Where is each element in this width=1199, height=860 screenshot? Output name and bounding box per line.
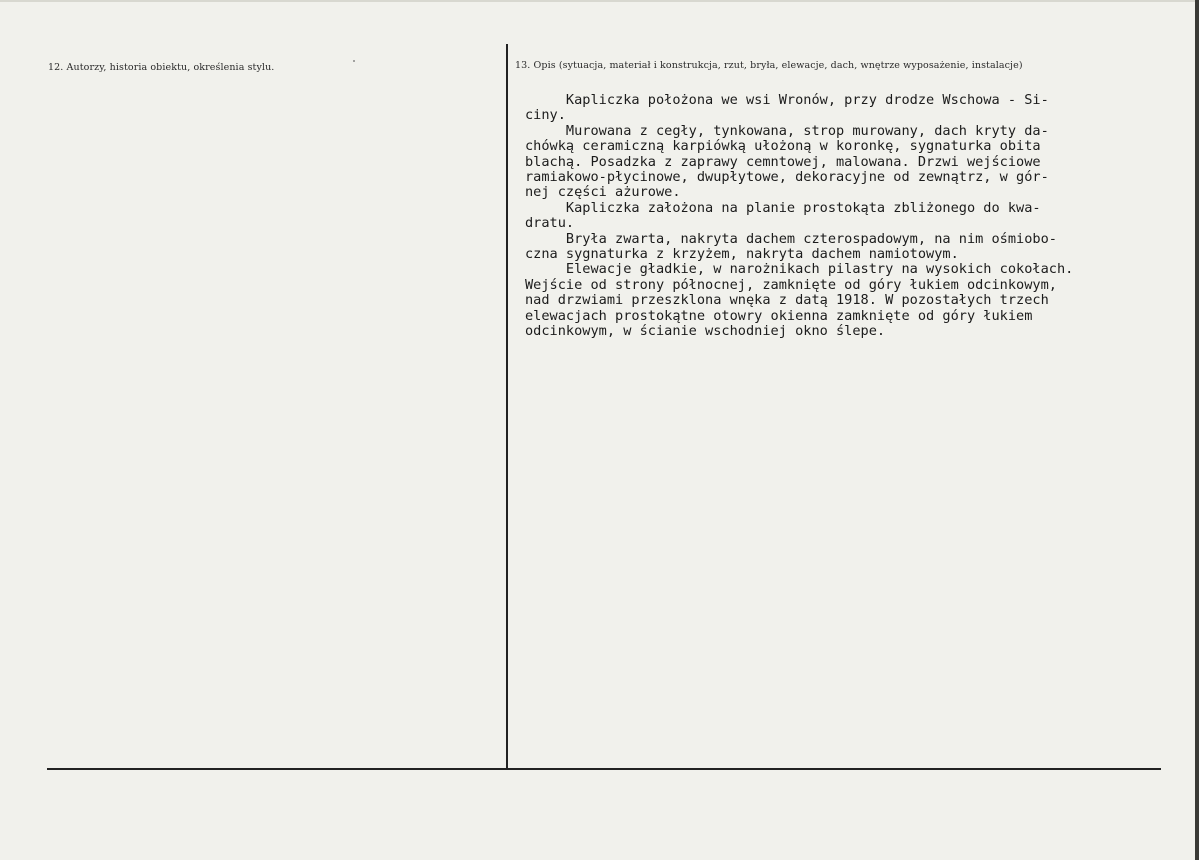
description-line: Kapliczka założona na planie prostokąta zbliżonego do kwa-	[525, 199, 1041, 216]
description-line: elewacjach prostokątne otowry okienna zamknięte od góry łukiem	[525, 307, 1033, 324]
description-text	[525, 93, 1197, 340]
description-line: nej części ażurowe.	[525, 184, 681, 201]
description-line: nad drzwiami przeszklona wnęka z datą 1918. W pozostałych trzech	[525, 292, 1049, 309]
sheet-top-edge	[0, 0, 1199, 2]
description-line: czna sygnaturka z krzyżem, nakryta dachem namiotowym.	[525, 246, 959, 263]
description-line: ciny.	[525, 107, 566, 124]
description-line: Bryła zwarta, nakryta dachem czterospadowym, na nim ośmiobo-	[525, 230, 1057, 247]
description-line: odcinkowym, w ścianie wschodniej okno ślepe.	[525, 323, 886, 340]
description-line: Elewacje gładkie, w narożnikach pilastry na wysokich cokołach.	[525, 261, 1074, 278]
section-12-label: 12. Autorzy, historia obiektu, określenia stylu.	[48, 62, 275, 73]
description-line: blachą. Posadzka z zaprawy cemntowej, malowana. Drzwi wejściowe	[525, 153, 1041, 170]
description-line: ramiakowo-płycinowe, dwupłytowe, dekoracyjne od zewnątrz, w gór-	[525, 169, 1049, 186]
description-line: Wejście od strony północnej, zamknięte od góry łukiem odcinkowym,	[525, 276, 1057, 293]
description-line: Kapliczka położona we wsi Wronów, przy drodze Wschowa - Si-	[525, 92, 1049, 108]
ink-speck	[353, 60, 355, 62]
bottom-rule	[47, 768, 1161, 770]
section-13-label: 13. Opis (sytuacja, materiał i konstrukcja, rzut, bryła, elewacje, dach, wnętrze wyposażenie, instalacje)	[515, 60, 1023, 71]
description-line: dratu.	[525, 215, 575, 232]
description-line: Murowana z cegły, tynkowana, strop murowany, dach kryty da-	[525, 122, 1049, 139]
description-line: chówką ceramiczną karpiówką ułożoną w koronkę, sygnaturka obita	[525, 138, 1041, 155]
column-divider	[506, 44, 508, 768]
